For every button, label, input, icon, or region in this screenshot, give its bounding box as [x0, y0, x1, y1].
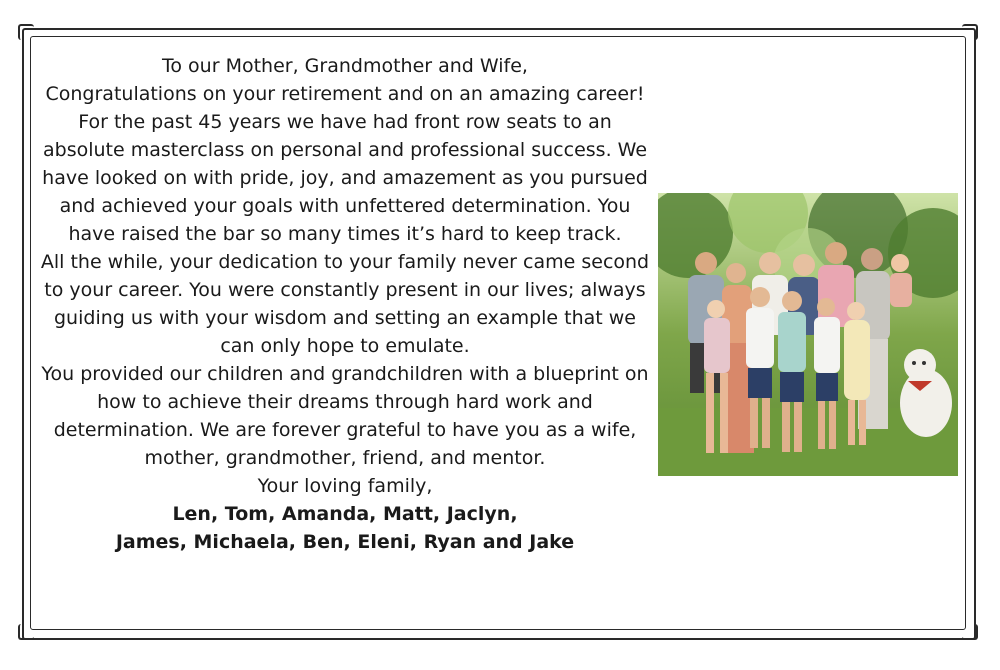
border-corner-top-right	[962, 24, 978, 40]
family-photo	[658, 193, 958, 476]
letter-paragraph-2: For the past 45 years we have had front row seats to an absolute masterclass on personal and professional success. We have looked on with pride, joy, and amazement as you pursued and achieved your goals with unfettered determination. You have raised the bar so many times it’s hard to keep track.	[42, 111, 648, 245]
letter-paragraph-1: Congratulations on your retirement and on an amazing career!	[45, 83, 645, 105]
family-names-line-1: Len, Tom, Amanda, Matt, Jaclyn,	[172, 503, 518, 525]
letter-greeting: To our Mother, Grandmother and Wife,	[162, 55, 528, 77]
family-photo-illustration	[658, 193, 958, 476]
border-corner-bottom-right	[962, 624, 978, 640]
letter-closing: Your loving family,	[257, 475, 433, 497]
letter-paragraph-3: All the while, your dedication to your family never came second to your career. You were constantly present in our lives; always guiding us with your wisdom and setting an example that we can only hope to emulate.	[40, 251, 650, 357]
letter-paragraph-4: You provided our children and grandchildren with a blueprint on how to achieve their dreams through hard work and determination. We are forever grateful to have you as a wife, mother, grandmother, friend, and mentor.	[41, 363, 649, 469]
letter-text	[40, 52, 650, 556]
family-names-line-2: James, Michaela, Ben, Eleni, Ryan and Jake	[115, 531, 575, 553]
border-corner-top-left	[18, 24, 34, 40]
border-corner-bottom-left	[18, 624, 34, 640]
